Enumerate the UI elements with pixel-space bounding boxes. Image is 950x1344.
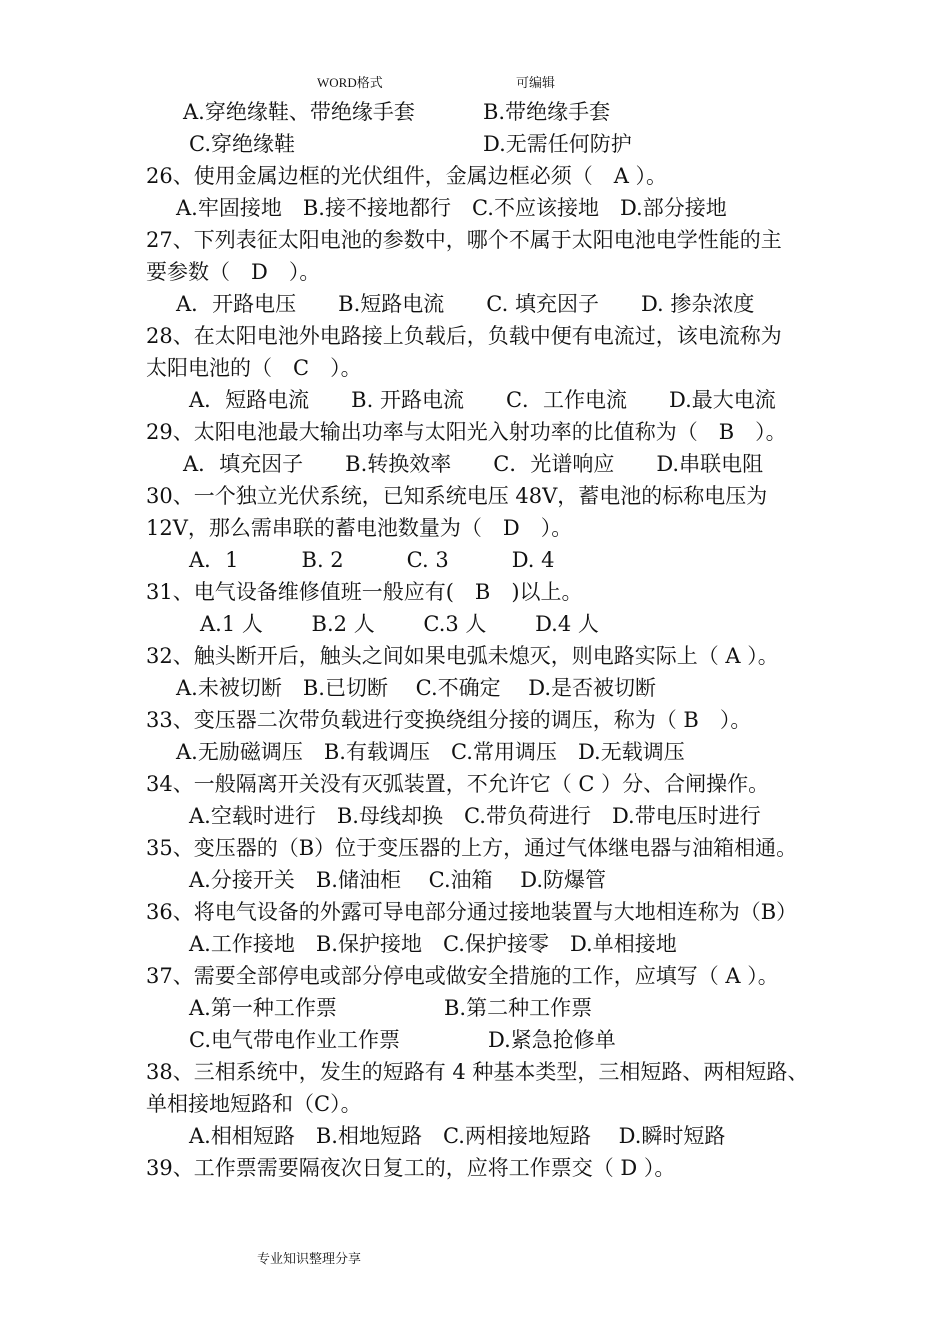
text-line [0,800,950,832]
text-segment: 26、使用金属边框的光伏组件，金属边框必须（ A ）。 [146,164,668,188]
text-segment: D.无需任何防护 [483,132,632,156]
text-line [0,544,950,576]
text-line [0,448,950,480]
text-segment: 32、触头断开后，触头之间如果电弧未熄灭，则电路实际上（ A ）。 [146,644,779,668]
text-line [0,608,950,640]
text-line [0,896,950,928]
text-line [0,480,950,512]
text-line [0,96,950,128]
text-segment: 37、需要全部停电或部分停电或做安全措施的工作，应填写（ A ）。 [146,964,779,988]
text-segment: 33、变压器二次带负载进行变换绕组分接的调压，称为（ B ）。 [146,708,752,732]
text-segment: A.1 人 B.2 人 C.3 人 D.4 人 [200,612,599,636]
text-line [0,1024,950,1056]
header-right: 可编辑 [516,75,556,90]
text-segment: 34、一般隔离开关没有灭弧装置，不允许它（ C ）分、合闸操作。 [146,772,770,796]
text-segment: A．短路电流 B. 开路电流 C．工作电流 D.最大电流 [189,388,776,412]
text-line [0,736,950,768]
text-segment: 30、一个独立光伏系统，已知系统电压 48V，蓄电池的标称电压为 [146,484,768,508]
text-line [0,1056,950,1088]
text-segment: C.电气带电作业工作票 [189,1028,400,1052]
text-line [0,704,950,736]
text-line [0,1088,950,1120]
text-line [0,288,950,320]
text-line [0,928,950,960]
text-segment: D.紧急抢修单 [488,1028,616,1052]
text-segment: A．开路电压 B.短路电流 C. 填充因子 D. 掺杂浓度 [176,292,755,316]
text-line [0,768,950,800]
text-line [0,864,950,896]
text-segment: 29、太阳电池最大输出功率与太阳光入射功率的比值称为（ B ）。 [146,420,787,444]
text-segment: A.牢固接地 B.接不接地都行 C.不应该接地 D.部分接地 [176,196,727,220]
text-line [0,416,950,448]
text-line [0,224,950,256]
text-segment: A.未被切断 B.已切断 C.不确定 D.是否被切断 [176,676,657,700]
text-segment: 28、在太阳电池外电路接上负载后，负载中便有电流过，该电流称为 [146,324,782,348]
text-line [0,992,950,1024]
text-line [0,352,950,384]
text-segment: 35、变压器的（B）位于变压器的上方，通过气体继电器与油箱相通。 [146,836,798,860]
text-line [0,512,950,544]
text-segment: A.空载时进行 B.母线却换 C.带负荷进行 D.带电压时进行 [189,804,761,828]
text-line [0,320,950,352]
text-line [0,576,950,608]
text-line [0,1152,950,1184]
text-segment: A.工作接地 B.保护接地 C.保护接零 D.单相接地 [189,932,677,956]
text-segment: B.第二种工作票 [444,996,593,1020]
text-line [0,1120,950,1152]
text-segment: 27、下列表征太阳电池的参数中，哪个不属于太阳电池电学性能的主 [146,228,782,252]
text-segment: A.无励磁调压 B.有载调压 C.常用调压 D.无载调压 [176,740,685,764]
text-line [0,384,950,416]
text-line [0,192,950,224]
text-segment: 31、电气设备维修值班一般应有( B )以上。 [146,580,583,604]
text-segment: A．1 B. 2 C. 3 D. 4 [189,548,555,572]
text-line [0,640,950,672]
text-segment: 36、将电气设备的外露可导电部分通过接地装置与大地相连称为（B） [146,900,798,924]
text-segment: 要参数（ D ）。 [146,260,321,284]
text-line [0,128,950,160]
text-segment: A.穿绝缘鞋、带绝缘手套 [183,100,415,124]
text-segment: A.第一种工作票 [189,996,337,1020]
text-segment: 单相接地短路和（C）。 [146,1092,362,1116]
text-segment: A．填充因子 B.转换效率 C．光谱响应 D.串联电阻 [183,452,764,476]
footer-text: 专业知识整理分享 [257,1252,362,1267]
text-segment: 39、工作票需要隔夜次日复工的，应将工作票交（ D ）。 [146,1156,676,1180]
text-segment: C.穿绝缘鞋 [189,132,295,156]
text-segment: 38、三相系统中，发生的短路有 4 种基本类型，三相短路、两相短路、 [146,1060,809,1084]
header-left: WORD格式 [317,75,383,90]
text-segment: 太阳电池的（ C ）。 [146,356,362,380]
text-line [0,672,950,704]
text-line [0,832,950,864]
text-line [0,256,950,288]
text-segment: A.分接开关 B.储油柜 C.油箱 D.防爆管 [189,868,607,892]
text-segment: B.带绝缘手套 [483,100,611,124]
text-line [0,960,950,992]
text-segment: 12V，那么需串联的蓄电池数量为（ D ）。 [146,516,573,540]
text-line [0,160,950,192]
text-segment: A.相相短路 B.相地短路 C.两相接地短路 D.瞬时短路 [189,1124,726,1148]
